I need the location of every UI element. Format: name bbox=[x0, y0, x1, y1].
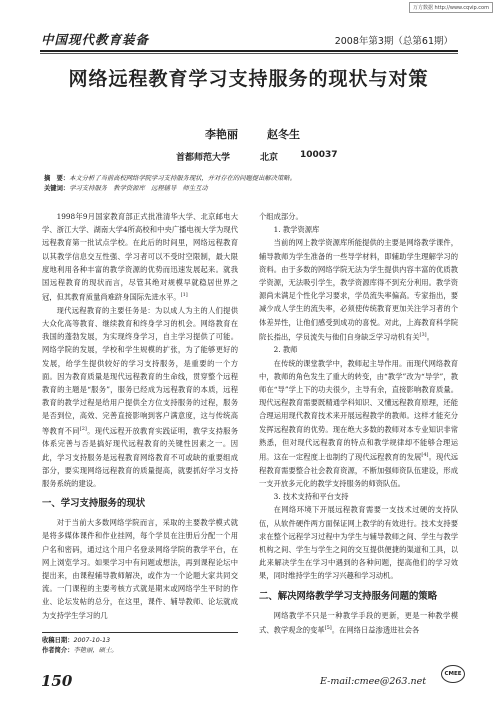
paragraph: 1998年9月国家教育部正式批准清华大学、北京邮电大学、浙江大学、湖南大学4所高校和中央广播电视大学为现代远程教育第一批试点学校。在此后的时间里，网络远程教育以其教学信息交互性强、学习者可以不受时空限制，最大限度地利用各种丰富的教学资源的优势而迅速发展起来。就我国远程教育的现状而言，尽管其绝对规模早就稳居世界之冠，但其教育质量尚难跻身国际先进水平。[1] bbox=[42, 212, 238, 302]
author-bio: 李艳丽，硕士。 bbox=[73, 647, 118, 654]
affiliation-name: 首都师范大学 bbox=[176, 153, 231, 163]
abstract bbox=[44, 174, 454, 184]
journal-name: 中国现代教育装备 bbox=[41, 32, 150, 47]
paragraph: 个组成部分。 bbox=[259, 212, 303, 221]
section-heading: 一、学习支持服务的现状 bbox=[42, 498, 146, 510]
keywords bbox=[44, 184, 454, 194]
section-heading: 二、解决网络教学学习支持服务问题的策略 bbox=[259, 590, 438, 602]
subheading: 1. 教学资源库 bbox=[273, 225, 320, 235]
paragraph: 现代远程教育的主要任务是：为以成人为主的人们提供大众化高等教育、继续教育和终身学习的机会。网络教育在我国的蓬勃发展，为实现终身学习，自主学习提供了可能。网络学院的发展，学校和学生规模的扩张，为了能够更好的发展，给学生提供较好的学习支持服务，是重要的一个方面。因为教育质量是现代远程教育的生命线，贯穿整个远程教育的主题是“服务”，服务已经成为远程教育的本质，远程教育的教学过程是给用户提供全方位支持服务的过程，服务是否到位，高效、完善直接影响到客户满意度，这与传统高等教育不同[2]。现代远程开放教育实践证明，教学支持服务体系完善与否是搞好现代远程教育的关键性因素之一。因此，学习支持服务是远程教育网络教育不可或缺的重要组成部分，要实现网络远程教育的质量提高，就要抓好学习支持服务系统的建设。 bbox=[42, 305, 238, 488]
received-label: 收稿日期： bbox=[42, 637, 74, 644]
abstract-label: 摘 要： bbox=[44, 175, 70, 182]
header-rule bbox=[40, 50, 458, 52]
footnote-rule bbox=[42, 632, 238, 633]
reference-mark: [3] bbox=[419, 331, 427, 338]
paragraph: 网络教学不只是一种教学手段的更新，更是一种教学模式、教学观念的变革[5]。在网络日益渗透进社会各 bbox=[259, 610, 458, 635]
reference-mark: [5] bbox=[324, 624, 332, 631]
column-right bbox=[259, 210, 458, 636]
paragraph: 对于当前大多数网络学院而言，采取的主要教学模式就是将多媒体课件和作业挂网，每个学员在注册后分配一个用户名和密码，通过这个用户名登录网络学院的教学平台，在网上浏览学习。如果学习中有问题或想法，再到课程论坛中提出来，由课程辅导教师解决，或作为一个论题大家共同交流。一门课程的主要考核方式就是期末或网络学生平时的作业、论坛发帖的总分，在这里，课件、辅导教师、论坛就成为支持学生学习的几 bbox=[42, 518, 238, 620]
affiliation-postcode: 100037 bbox=[300, 150, 338, 160]
reference-mark: [4] bbox=[421, 452, 429, 459]
author-1: 李艳丽 bbox=[205, 128, 238, 141]
footnote bbox=[42, 636, 238, 656]
subheading: 3. 技术支持和平台支持 bbox=[273, 492, 349, 502]
article-title: 网络远程教育学习支持服务的现状与对策 bbox=[68, 68, 429, 90]
subheading: 2. 教师 bbox=[273, 345, 298, 355]
journal-logo: CMEE bbox=[441, 665, 465, 683]
paragraph: 在传统的课堂教学中，教师起主导作用。而现代网络教育中，教师的角色发生了重大的转变，由“教学”改为“导学”，教师在“导”学上下的功夫很少，主导有余，直接影响教育质量。现代远程教育需要既精通学科知识、又懂远程教育原理，还能合理运用现代教育技术来开展远程教学的教师。这样才能充分发挥远程教育的优势。现在绝大多数的教师对本专业知识非常熟悉，但对现代远程教育的特点和教学规律却不能够合理运用。这在一定程度上也制约了现代远程教育的发展[4]。现代远程教育需要整合社会教育资源，不断加强师资队伍建设，形成一支开放多元化的教学支持服务的师资队伍。 bbox=[259, 358, 459, 488]
page-number: 150 bbox=[41, 672, 73, 690]
paragraph: 当前的网上教学资源库所能提供的主要是网络教学课件，辅导教师为学生准备的一些导学材料，即辅助学生理解学习的资料。由于多数的网络学院无法为学生提供内容丰富的优质教学资源，无法吸引学生，教学资源库得不到充分利用。教学资源尚未满足个性化学习要求，学员流失率偏高。专家指出，要减少成人学生的流失率，必须使传统教育更加关注学习者的个体差异性，让他们感受到成功的喜悦。对此，上海教育科学院院长指出，学员流失与他们自身缺乏学习动机有关[3]。 bbox=[259, 238, 458, 342]
abstract-block bbox=[44, 174, 454, 194]
abstract-text: 本文分析了当前高校网络学院学习支持服务现状，并对存在的问题提出解决策略。 bbox=[69, 175, 296, 182]
watermark: 万方数据 http://www.cqvip.com bbox=[409, 2, 493, 13]
keywords-label: 关键词： bbox=[44, 185, 70, 192]
affiliation-city: 北京 bbox=[260, 153, 279, 163]
header-rule-thin bbox=[40, 53, 458, 54]
keywords-text: 学习支持服务 教学资源库 远程辅导 师生互动 bbox=[69, 185, 208, 192]
reference-mark: [2] bbox=[79, 425, 87, 432]
journal-email: E-mail:cmee@263.net bbox=[320, 676, 427, 687]
reference-mark: [1] bbox=[180, 292, 188, 299]
column-left bbox=[42, 210, 238, 622]
received-date: 2007-10-13 bbox=[73, 637, 111, 644]
issue-info: 2008年第3期（总第61期） bbox=[334, 36, 453, 47]
paragraph: 在网络环境下开展远程教育需要一支技术过硬的支持队伍，从软件硬件两方面保证网上教学的有效进行。技术支持要求在整个远程学习过程中为学生与辅导教师之间、学生与教学机构之间、学生与学生之间的交互提供便捷的渠道和工具，以此来解决学生在学习中遇到的各种问题，提高他们的学习效果，同时维持学生的学习兴趣和学习动机。 bbox=[259, 505, 458, 581]
author-2: 赵冬生 bbox=[267, 128, 300, 141]
author-bio-label: 作者简介： bbox=[42, 647, 74, 654]
